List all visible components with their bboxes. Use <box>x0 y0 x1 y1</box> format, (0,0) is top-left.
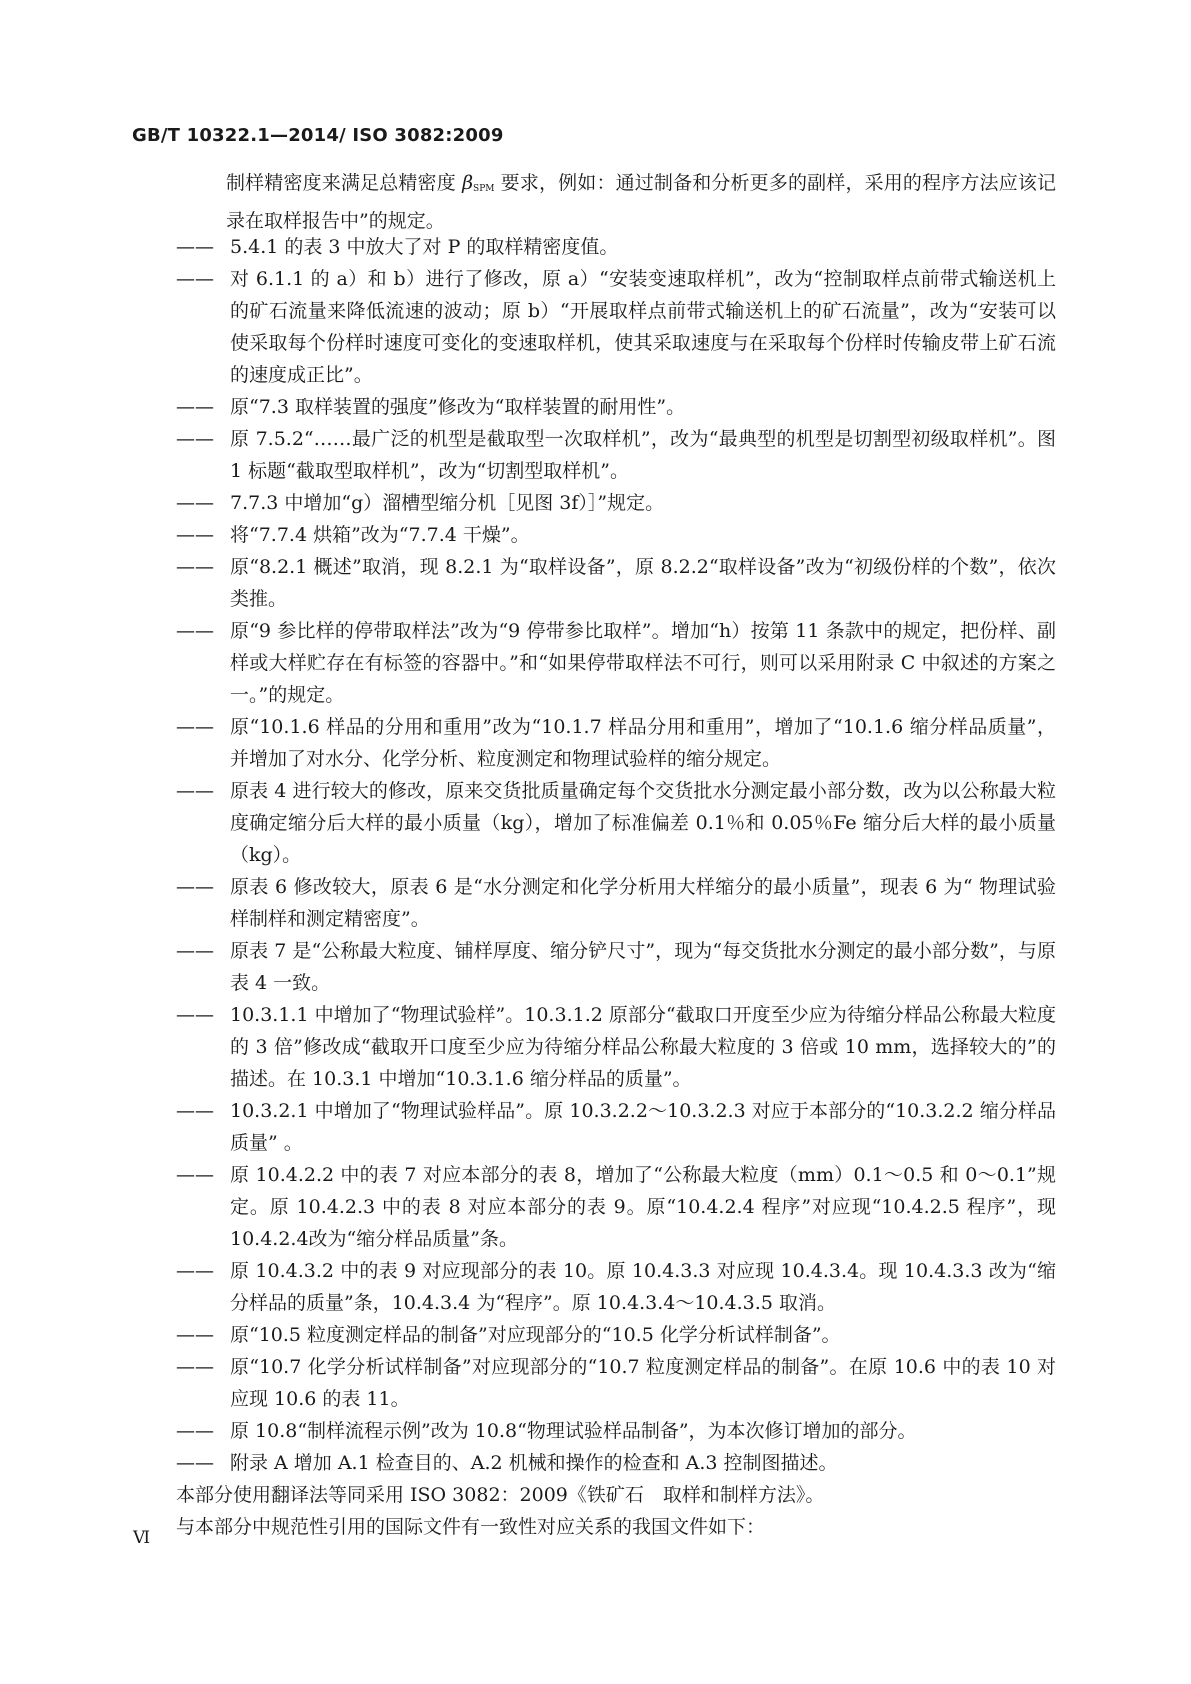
continuation-text <box>176 167 1056 237</box>
list-item-text: 原表 7 是“公称最大粒度、铺样厚度、缩分铲尺寸”，现为“每交货批水分测定的最小部分数”，与原表 4 一致。 <box>230 940 1056 994</box>
list-item <box>176 423 1056 487</box>
list-item <box>176 519 1056 551</box>
list-item-text: 原 10.8“制样流程示例”改为 10.8“物理试验样品制备”，为本次修订增加的部分。 <box>230 1420 917 1442</box>
list-item-text: 原“7.3 取样装置的强度”修改为“取样装置的耐用性”。 <box>230 396 686 418</box>
list-item <box>176 871 1056 935</box>
list-item <box>176 1415 1056 1447</box>
list-item <box>176 1095 1056 1159</box>
dash-marker: —— <box>176 876 214 898</box>
continuation-pre: 制样精密度来满足总精密度 <box>226 172 463 194</box>
list-item <box>176 935 1056 999</box>
dash-marker: —— <box>176 1260 214 1282</box>
list-item-text: 10.3.2.1 中增加了“物理试验样品”。原 10.3.2.2～10.3.2.3 对应于本部分的“10.3.2.2 缩分样品质量” 。 <box>230 1100 1056 1154</box>
list-item-text: 附录 A 增加 A.1 检查目的、A.2 机械和操作的检查和 A.3 控制图描述。 <box>230 1452 838 1474</box>
dash-marker: —— <box>176 1356 214 1378</box>
dash-marker: —— <box>176 1452 214 1474</box>
dash-marker: —— <box>176 492 214 514</box>
adoption-statement: 本部分使用翻译法等同采用 ISO 3082：2009《铁矿石 取样和制样方法》。 <box>176 1484 825 1506</box>
list-item <box>176 775 1056 871</box>
list-item <box>176 999 1056 1095</box>
list-item <box>176 615 1056 711</box>
list-item-text: 5.4.1 的表 3 中放大了对 P 的取样精密度值。 <box>230 236 619 258</box>
dash-marker: —— <box>176 1004 214 1026</box>
list-item <box>176 1255 1056 1319</box>
list-item <box>176 1447 1056 1479</box>
list-item <box>176 231 1056 263</box>
continuation-post: 要求，例如：通过制备和分析更多的副样，采用的程序方法应该记录在取样报告中”的规定。 <box>226 172 1057 232</box>
list-item-text: 原 10.4.2.2 中的表 7 对应本部分的表 8，增加了“公称最大粒度（mm）0.1～0.5 和 0～0.1”规定。原 10.4.2.3 中的表 8 对应本部分的表 9。原“10.4.2.4 程序”对应现“10.4.2.5 程序”，现 10.4.2.4改为“缩分样品质量”条。 <box>230 1164 1056 1250</box>
list-item <box>176 263 1056 391</box>
page-number: Ⅵ <box>133 1528 151 1548</box>
dash-marker: —— <box>176 620 214 642</box>
list-item-text: 将“7.7.4 烘箱”改为“7.7.4 干燥”。 <box>230 524 530 546</box>
dash-marker: —— <box>176 1164 214 1186</box>
dash-marker: —— <box>176 780 214 802</box>
dash-marker: —— <box>176 396 214 418</box>
list-item-text: 10.3.1.1 中增加了“物理试验样”。10.3.1.2 原部分“截取口开度至少应为待缩分样品公称最大粒度的 3 倍”修改成“截取开口度至少应为待缩分样品公称最大粒度的 3 倍或 10 mm，选择较大的”的描述。在 10.3.1 中增加“10.3.1.6 缩分样品的质量”。 <box>230 1004 1056 1090</box>
list-item-text: 原“8.2.1 概述”取消，现 8.2.1 为“取样设备”，原 8.2.2“取样设备”改为“初级份样的个数”，依次类推。 <box>230 556 1056 610</box>
list-item <box>176 1319 1056 1351</box>
list-item <box>176 551 1056 615</box>
dash-marker: —— <box>176 1420 214 1442</box>
list-item-text: 原“10.7 化学分析试样制备”对应现部分的“10.7 粒度测定样品的制备”。在原 10.6 中的表 10 对应现 10.6 的表 11。 <box>230 1356 1056 1410</box>
list-item <box>176 1159 1056 1255</box>
dash-marker: —— <box>176 1324 214 1346</box>
correspondence-statement: 与本部分中规范性引用的国际文件有一致性对应关系的我国文件如下： <box>176 1516 766 1538</box>
dash-marker: —— <box>176 556 214 578</box>
dash-marker: —— <box>176 1100 214 1122</box>
list-item <box>176 1351 1056 1415</box>
dash-marker: —— <box>176 524 214 546</box>
list-item <box>176 711 1056 775</box>
dash-marker: —— <box>176 236 214 258</box>
list-item-text: 原 10.4.3.2 中的表 9 对应现部分的表 10。原 10.4.3.3 对应现 10.4.3.4。现 10.4.3.3 改为“缩分样品的质量”条，10.4.3.4 为“程序”。原 10.4.3.4～10.4.3.5 取消。 <box>230 1260 1056 1314</box>
dash-marker: —— <box>176 428 214 450</box>
list-item <box>176 391 1056 423</box>
list-item-text: 对 6.1.1 的 a）和 b）进行了修改，原 a）“安装变速取样机”，改为“控制取样点前带式输送机上的矿石流量来降低流速的波动；原 b）“开展取样点前带式输送机上的矿石流量”，改为“安装可以使采取每个份样时速度可变化的变速取样机，使其采取速度与在采取每个份样时传输皮带上矿石流的速度成正比”。 <box>230 268 1056 386</box>
beta-subscript: SPM <box>473 184 495 194</box>
dash-marker: —— <box>176 268 214 290</box>
list-item-text: 原 7.5.2“……最广泛的机型是截取型一次取样机”，改为“最典型的机型是切割型初级取样机”。图 1 标题“截取型取样机”，改为“切割型取样机”。 <box>230 428 1056 482</box>
list-item-text: 原表 6 修改较大，原表 6 是“水分测定和化学分析用大样缩分的最小质量”，现表 6 为“ 物理试验样制样和测定精密度”。 <box>230 876 1056 930</box>
dash-marker: —— <box>176 716 214 738</box>
list-item-text: 原“10.1.6 样品的分用和重用”改为“10.1.7 样品分用和重用”，增加了“10.1.6 缩分样品质量”，并增加了对水分、化学分析、粒度测定和物理试验样的缩分规定。 <box>230 716 1056 770</box>
list-item-text: 原“10.5 粒度测定样品的制备”对应现部分的“10.5 化学分析试样制备”。 <box>230 1324 841 1346</box>
beta-symbol: β <box>462 172 474 194</box>
list-item <box>176 487 1056 519</box>
standard-designation: GB/T 10322.1—2014/ ISO 3082:2009 <box>132 125 504 146</box>
list-item-text: 原“9 参比样的停带取样法”改为“9 停带参比取样”。增加“h）按第 11 条款中的规定，把份样、副样或大样贮存在有标签的容器中。”和“如果停带取样法不可行，则可以采用附录 C 中叙述的方案之一。”的规定。 <box>230 620 1056 706</box>
dash-marker: —— <box>176 940 214 962</box>
list-item-text: 原表 4 进行较大的修改，原来交货批质量确定每个交货批水分测定最小部分数，改为以公称最大粒度确定缩分后大样的最小质量（kg），增加了标准偏差 0.1％和 0.05％Fe 缩分后大样的最小质量（kg）。 <box>230 780 1056 866</box>
list-item-text: 7.7.3 中增加“g）溜槽型缩分机［见图 3f）］”规定。 <box>230 492 665 514</box>
